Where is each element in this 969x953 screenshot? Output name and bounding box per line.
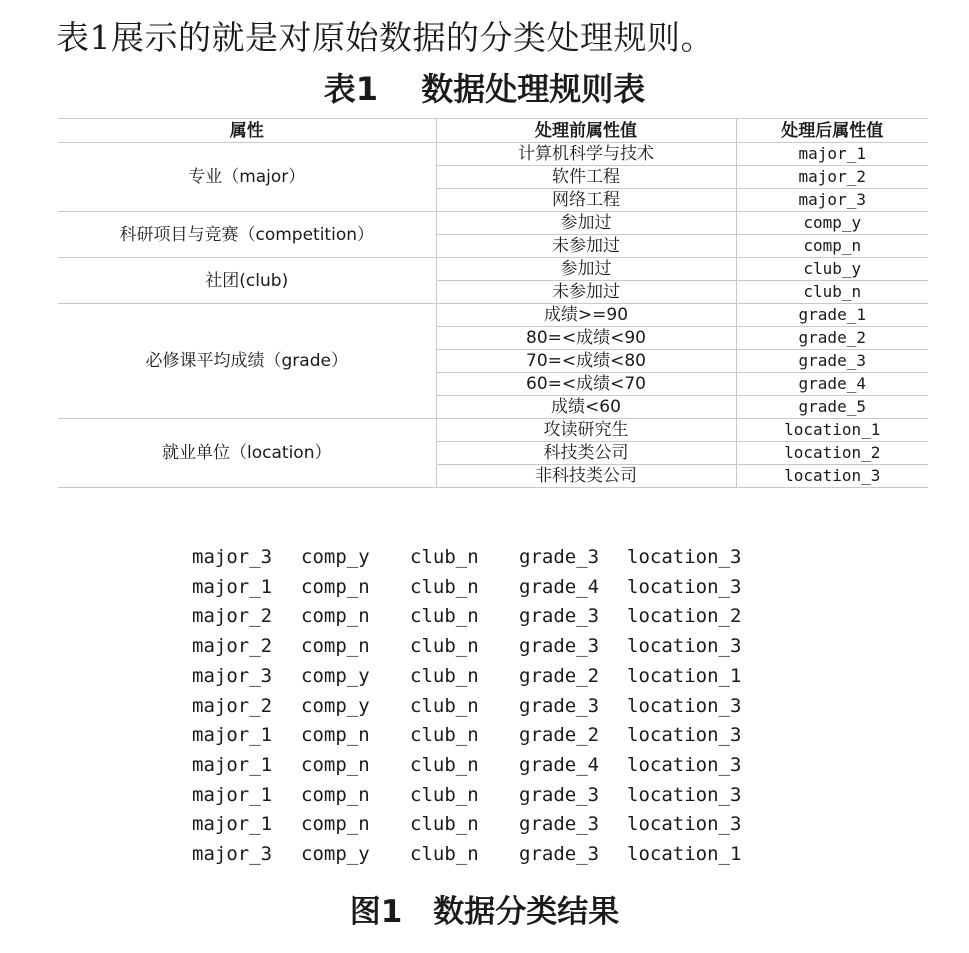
- result-cell: comp_n: [301, 753, 370, 776]
- result-body: [192, 543, 757, 870]
- before-value-cell: 参加过: [436, 258, 736, 281]
- after-value-cell: grade_2: [736, 327, 928, 350]
- before-value-cell: 参加过: [436, 212, 736, 235]
- result-cell: club_n: [410, 664, 479, 687]
- figure-caption: 图1 数据分类结果: [349, 894, 620, 930]
- table-header-row: [58, 119, 928, 143]
- before-value-cell: 攻读研究生: [436, 419, 736, 442]
- attribute-cell: 科研项目与竞赛（competition）: [58, 212, 436, 258]
- result-cell: comp_y: [301, 843, 370, 866]
- before-value-cell: 成绩<60: [436, 396, 736, 419]
- result-cell: comp_n: [301, 813, 370, 836]
- result-cell: grade_2: [519, 664, 600, 687]
- result-cell: club_n: [410, 753, 479, 776]
- before-value-cell: 软件工程: [436, 166, 736, 189]
- result-cell: location_3: [627, 724, 742, 747]
- result-cell: comp_y: [301, 546, 370, 568]
- before-value-cell: 计算机科学与技术: [436, 143, 736, 166]
- result-cell: location_2: [627, 605, 742, 628]
- result-cell: club_n: [410, 694, 479, 717]
- result-cell: grade_3: [519, 605, 600, 628]
- table-row: [58, 419, 928, 442]
- after-value-cell: location_2: [736, 442, 928, 465]
- result-cell: location_3: [627, 575, 742, 598]
- after-value-cell: major_3: [736, 189, 928, 212]
- result-cell: comp_y: [301, 694, 370, 717]
- result-cell: location_3: [627, 783, 742, 806]
- before-value-cell: 60=<成绩<70: [436, 373, 736, 396]
- result-cell: grade_3: [519, 843, 600, 866]
- classification-result: [192, 543, 757, 870]
- result-cell: grade_3: [519, 783, 600, 806]
- rule-table: [58, 118, 928, 488]
- result-row: [192, 810, 757, 840]
- before-value-cell: 未参加过: [436, 281, 736, 304]
- before-value-cell: 成绩>=90: [436, 304, 736, 327]
- result-cell: major_2: [192, 635, 273, 658]
- result-cell: major_2: [192, 694, 273, 717]
- attribute-cell: 必修课平均成绩（grade）: [58, 304, 436, 419]
- before-value-cell: 网络工程: [436, 189, 736, 212]
- result-cell: club_n: [410, 843, 479, 866]
- before-value-cell: 80=<成绩<90: [436, 327, 736, 350]
- after-value-cell: comp_y: [736, 212, 928, 235]
- after-value-cell: grade_5: [736, 396, 928, 419]
- after-value-cell: major_2: [736, 166, 928, 189]
- result-cell: grade_2: [519, 724, 600, 747]
- after-value-cell: grade_4: [736, 373, 928, 396]
- result-cell: club_n: [410, 813, 479, 836]
- after-value-cell: location_3: [736, 465, 928, 488]
- result-row: [192, 751, 757, 781]
- result-row: [192, 781, 757, 811]
- table-row: [58, 212, 928, 235]
- after-value-cell: major_1: [736, 143, 928, 166]
- result-cell: grade_4: [519, 753, 600, 776]
- result-cell: location_1: [627, 664, 742, 687]
- result-row: [192, 602, 757, 632]
- result-cell: location_1: [627, 843, 742, 866]
- result-cell: major_1: [192, 575, 273, 598]
- table-row: [58, 143, 928, 166]
- after-value-cell: club_y: [736, 258, 928, 281]
- after-value-cell: grade_1: [736, 304, 928, 327]
- result-cell: grade_3: [519, 813, 600, 836]
- table-row: [58, 258, 928, 281]
- after-value-cell: club_n: [736, 281, 928, 304]
- result-cell: comp_n: [301, 605, 370, 628]
- result-cell: comp_n: [301, 635, 370, 658]
- after-value-cell: grade_3: [736, 350, 928, 373]
- result-row: [192, 543, 757, 573]
- result-cell: grade_3: [519, 546, 600, 568]
- result-row: [192, 632, 757, 662]
- result-row: [192, 721, 757, 751]
- result-cell: location_3: [627, 694, 742, 717]
- result-row: [192, 662, 757, 692]
- result-cell: grade_3: [519, 635, 600, 658]
- result-cell: comp_y: [301, 664, 370, 687]
- result-cell: club_n: [410, 546, 479, 568]
- result-cell: comp_n: [301, 783, 370, 806]
- result-cell: major_1: [192, 724, 273, 747]
- result-cell: club_n: [410, 783, 479, 806]
- result-row: [192, 840, 757, 870]
- table-caption: 表1 数据处理规则表: [323, 70, 646, 108]
- attribute-cell: 专业（major）: [58, 143, 436, 212]
- result-cell: major_1: [192, 813, 273, 836]
- attribute-cell: 社团(club): [58, 258, 436, 304]
- before-value-cell: 70=<成绩<80: [436, 350, 736, 373]
- result-cell: club_n: [410, 635, 479, 658]
- result-cell: location_3: [627, 546, 742, 568]
- attribute-cell: 就业单位（location）: [58, 419, 436, 488]
- before-value-cell: 非科技类公司: [436, 465, 736, 488]
- after-value-cell: comp_n: [736, 235, 928, 258]
- result-cell: grade_3: [519, 694, 600, 717]
- before-value-cell: 未参加过: [436, 235, 736, 258]
- result-cell: major_3: [192, 664, 273, 687]
- intro-paragraph: 表1展示的就是对原始数据的分类处理规则。: [56, 18, 714, 57]
- result-row: [192, 573, 757, 603]
- result-cell: grade_4: [519, 575, 600, 598]
- table-body: [58, 143, 928, 488]
- result-cell: comp_n: [301, 575, 370, 598]
- result-cell: club_n: [410, 605, 479, 628]
- result-cell: location_3: [627, 813, 742, 836]
- before-value-cell: 科技类公司: [436, 442, 736, 465]
- result-cell: major_2: [192, 605, 273, 628]
- table-row: [58, 304, 928, 327]
- header-after-value: 处理后属性值: [736, 119, 928, 143]
- result-cell: major_1: [192, 783, 273, 806]
- result-cell: club_n: [410, 724, 479, 747]
- result-cell: major_3: [192, 843, 273, 866]
- result-cell: major_3: [192, 546, 273, 568]
- header-attribute: 属性: [58, 119, 436, 143]
- result-cell: location_3: [627, 635, 742, 658]
- result-row: [192, 692, 757, 722]
- header-before-value: 处理前属性值: [436, 119, 736, 143]
- after-value-cell: location_1: [736, 419, 928, 442]
- result-cell: location_3: [627, 753, 742, 776]
- result-cell: comp_n: [301, 724, 370, 747]
- result-cell: major_1: [192, 753, 273, 776]
- result-cell: club_n: [410, 575, 479, 598]
